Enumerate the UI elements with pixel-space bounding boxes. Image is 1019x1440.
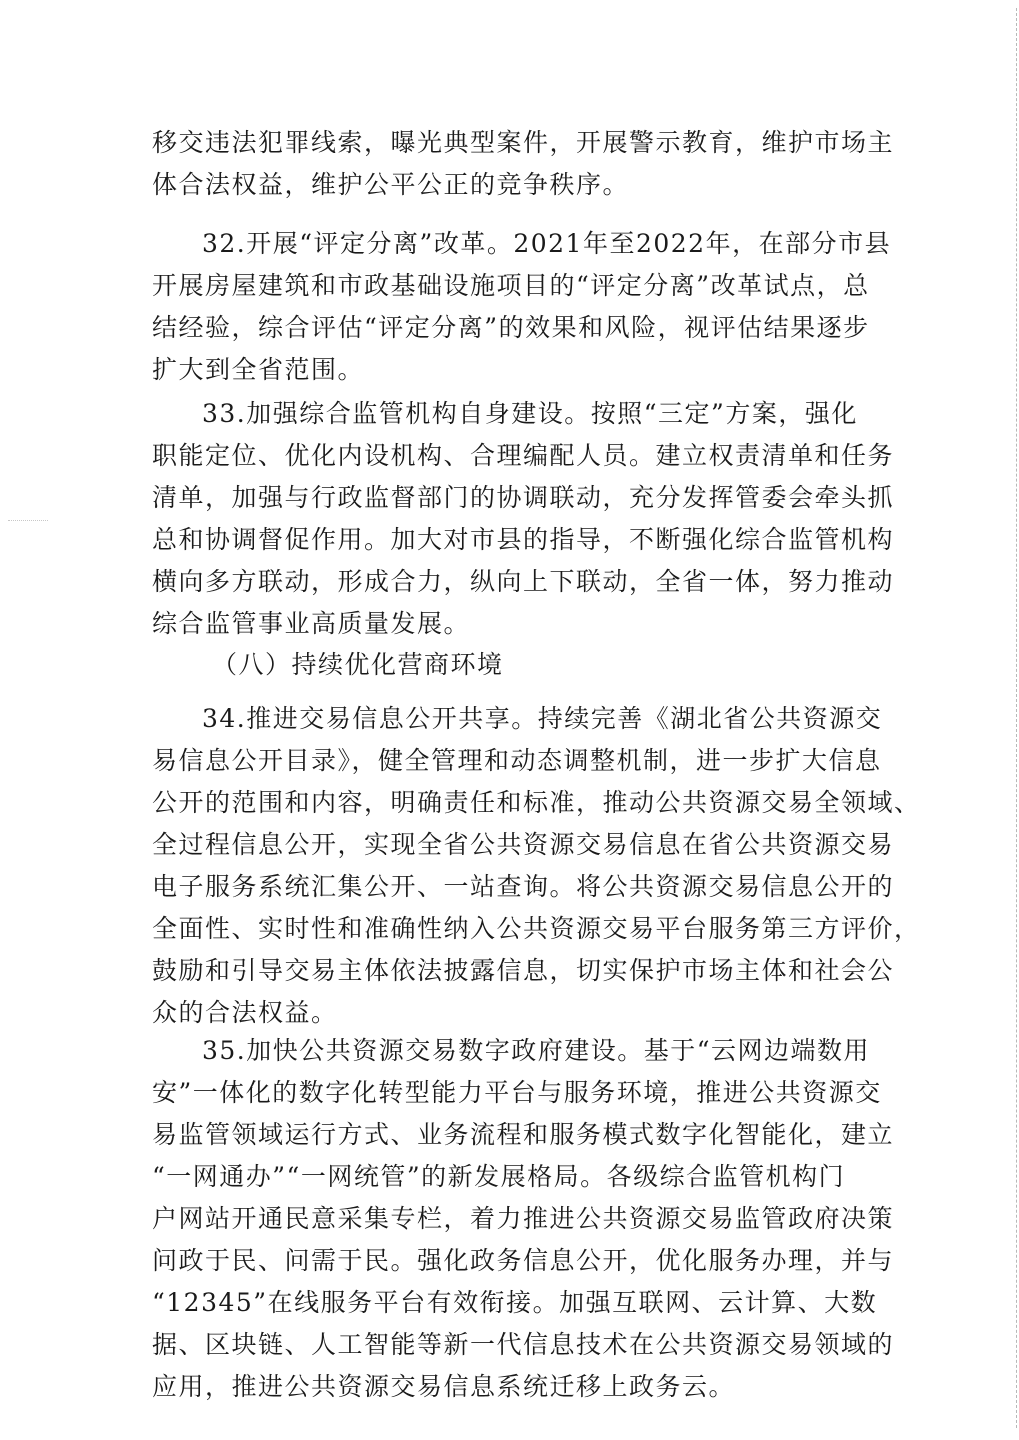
- text-line: 职能定位、优化内设机构、合理编配人员。建立权责清单和任务: [152, 441, 895, 470]
- text-line: 综合监管事业高质量发展。: [152, 609, 471, 638]
- text-line: 鼓励和引导交易主体依法披露信息，切实保护市场主体和社会公: [152, 956, 895, 985]
- text-line: 扩大到全省范围。: [152, 355, 365, 384]
- text-line: 户网站开通民意采集专栏，着力推进公共资源交易监管政府决策: [152, 1204, 895, 1233]
- text-line: 体合法权益，维护公平公正的竞争秩序。: [152, 170, 630, 199]
- text-line: 应用，推进公共资源交易信息系统迁移上政务云。: [152, 1372, 736, 1401]
- text-line: 问政于民、问需于民。强化政务信息公开，优化服务办理，并与: [152, 1246, 895, 1275]
- text-line: 据、区块链、人工智能等新一代信息技术在公共资源交易领域的: [152, 1330, 895, 1359]
- paragraph-32: [152, 223, 892, 391]
- text-line: 32.开展“评定分离”改革。2021年至2022年，在部分市县: [202, 229, 892, 258]
- paragraph-34: [152, 698, 921, 1034]
- text-line: 全过程信息公开，实现全省公共资源交易信息在省公共资源交易: [152, 830, 895, 859]
- paragraph-35: [152, 1030, 895, 1408]
- text-line: 全面性、实时性和准确性纳入公共资源交易平台服务第三方评价，: [152, 914, 921, 943]
- text-line: 电子服务系统汇集公开、一站查询。将公共资源交易信息公开的: [152, 872, 895, 901]
- paragraph-31-tail: [152, 122, 895, 206]
- text-line: 35.加快公共资源交易数字政府建设。基于“云网边端数用: [202, 1036, 871, 1065]
- paragraph-33: [152, 393, 895, 645]
- scan-margin-mark: [8, 520, 48, 551]
- text-line: 移交违法犯罪线索，曝光典型案件，开展警示教育，维护市场主: [152, 128, 895, 157]
- text-line: “一网通办”“一网统管”的新发展格局。各级综合监管机构门: [152, 1162, 846, 1191]
- text-line: 安”一体化的数字化转型能力平台与服务环境，推进公共资源交: [152, 1078, 882, 1107]
- text-line: 众的合法权益。: [152, 998, 338, 1027]
- text-line: 总和协调督促作用。加大对市县的指导，不断强化综合监管机构: [152, 525, 895, 554]
- text-line: 33.加强综合监管机构自身建设。按照“三定”方案，强化: [202, 399, 858, 428]
- text-line: “12345”在线服务平台有效衔接。加强互联网、云计算、大数: [152, 1288, 878, 1317]
- text-line: 清单，加强与行政监督部门的协调联动，充分发挥管委会牵头抓: [152, 483, 895, 512]
- text-line: 公开的范围和内容，明确责任和标准，推动公共资源交易全领域、: [152, 788, 921, 817]
- text-line: 开展房屋建筑和市政基础设施项目的“评定分离”改革试点，总: [152, 271, 870, 300]
- section-heading: （八）持续优化营商环境: [212, 650, 504, 679]
- text-line: 易监管领域运行方式、业务流程和服务模式数字化智能化，建立: [152, 1120, 895, 1149]
- text-line: 结经验，综合评估“评定分离”的效果和风险，视评估结果逐步: [152, 313, 870, 342]
- text-line: 34.推进交易信息公开共享。持续完善《湖北省公共资源交: [202, 704, 883, 733]
- text-line: 横向多方联动，形成合力，纵向上下联动，全省一体，努力推动: [152, 567, 895, 596]
- scan-edge-mark: [1010, 8, 1017, 1428]
- text-line: 易信息公开目录》，健全管理和动态调整机制，进一步扩大信息: [152, 746, 882, 775]
- section-heading-8: [152, 644, 862, 686]
